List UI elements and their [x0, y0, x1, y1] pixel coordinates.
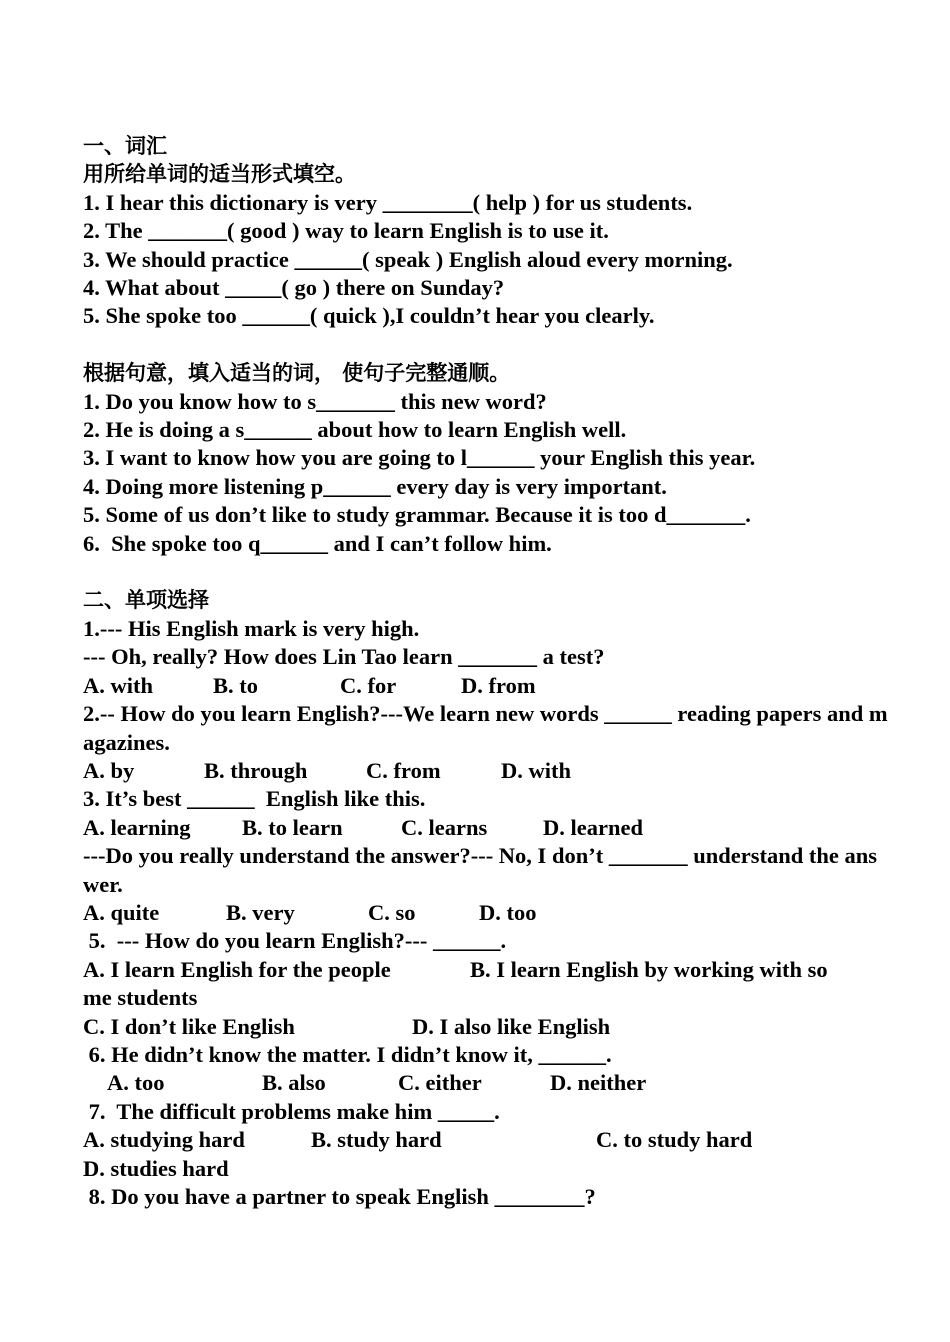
option-c: C. so — [368, 899, 416, 925]
option-d: D. studies hard — [83, 1155, 229, 1181]
fill-item-1: 1. Do you know how to s_______ this new word? — [83, 388, 547, 414]
option-a: A. studying hard — [83, 1127, 245, 1153]
fill-item-6: 6. She spoke too q______ and I can’t follow him. — [83, 530, 552, 556]
question-4-options — [83, 899, 890, 927]
question-1-line-2: --- Oh, really? How does Lin Tao learn _______ a test? — [83, 644, 605, 670]
section1-heading: 一、词汇 — [83, 134, 167, 158]
option-b: B. study hard — [311, 1127, 442, 1153]
vocab-item-2: 2. The _______( good ) way to learn English is to use it. — [83, 218, 609, 244]
option-b: B. I learn English by working with so — [470, 956, 828, 982]
option-c: C. for — [340, 672, 397, 698]
question-5-options-cd — [83, 1013, 890, 1041]
option-b: B. to — [213, 672, 258, 698]
question-6: 6. He didn’t know the matter. I didn’t know it, ______. — [83, 1041, 612, 1067]
fill-item-4: 4. Doing more listening p______ every day is very important. — [83, 473, 667, 499]
option-a: A. by — [83, 757, 135, 783]
vocab-item-5: 5. She spoke too ______( quick ),I couldn’t hear you clearly. — [83, 303, 655, 329]
option-a: A. with — [83, 672, 154, 698]
vocab-item-4: 4. What about _____( go ) there on Sunday? — [83, 275, 505, 301]
option-d: D. I also like English — [412, 1013, 611, 1039]
question-1-options — [83, 672, 890, 700]
option-b-continued: me students — [83, 985, 198, 1011]
option-c: C. to study hard — [596, 1127, 753, 1153]
option-d: D. too — [479, 899, 537, 925]
option-d: D. neither — [550, 1070, 647, 1096]
option-a: A. learning — [83, 814, 191, 840]
spacer — [83, 331, 890, 359]
question-2: 2.-- How do you learn English?---We learn new words ______ reading papers and magazines. — [83, 701, 888, 755]
option-a: A. quite — [83, 899, 160, 925]
question-7: 7. The difficult problems make him _____. — [83, 1098, 500, 1124]
question-7-options — [83, 1126, 890, 1154]
option-d: D. with — [501, 757, 572, 783]
section1-instruction: 用所给单词的适当形式填空。 — [83, 162, 356, 187]
question-4: ---Do you really understand the answer?--- No, I don’t _______ understand the answer. — [83, 843, 878, 897]
vocab-item-1: 1. I hear this dictionary is very ________( help ) for us students. — [83, 189, 693, 215]
vocab-item-3: 3. We should practice ______( speak ) English aloud every morning. — [83, 246, 733, 272]
question-2-options — [83, 757, 890, 785]
option-a: A. too — [107, 1070, 165, 1096]
option-c: C. I don’t like English — [83, 1013, 295, 1039]
question-1-line-1: 1.--- His English mark is very high. — [83, 615, 420, 641]
option-c: C. either — [398, 1070, 482, 1096]
option-d: D. learned — [543, 814, 643, 840]
question-3: 3. It’s best ______ English like this. — [83, 786, 426, 812]
section2-heading: 二、单项选择 — [83, 588, 209, 613]
option-b: B. to learn — [242, 814, 343, 840]
spacer — [83, 558, 890, 586]
option-b: B. through — [204, 757, 308, 783]
option-a: A. I learn English for the people — [83, 956, 391, 982]
option-d: D. from — [461, 672, 536, 698]
fill-item-5: 5. Some of us don’t like to study grammar. Because it is too d_______. — [83, 502, 751, 528]
section1b-instruction: 根据句意，填入适当的词， 使句子完整通顺。 — [83, 361, 511, 386]
option-c: C. learns — [401, 814, 488, 840]
option-c: C. from — [366, 757, 441, 783]
question-3-options — [83, 814, 890, 842]
option-b: B. very — [226, 899, 295, 925]
fill-item-2: 2. He is doing a s______ about how to learn English well. — [83, 417, 627, 443]
question-5-options-ab — [83, 956, 890, 984]
question-8: 8. Do you have a partner to speak English ________? — [83, 1184, 596, 1209]
question-6-options — [83, 1069, 890, 1097]
question-5: 5. --- How do you learn English?--- ______. — [83, 928, 507, 954]
option-b: B. also — [262, 1070, 326, 1096]
fill-item-3: 3. I want to know how you are going to l______ your English this year. — [83, 445, 756, 471]
